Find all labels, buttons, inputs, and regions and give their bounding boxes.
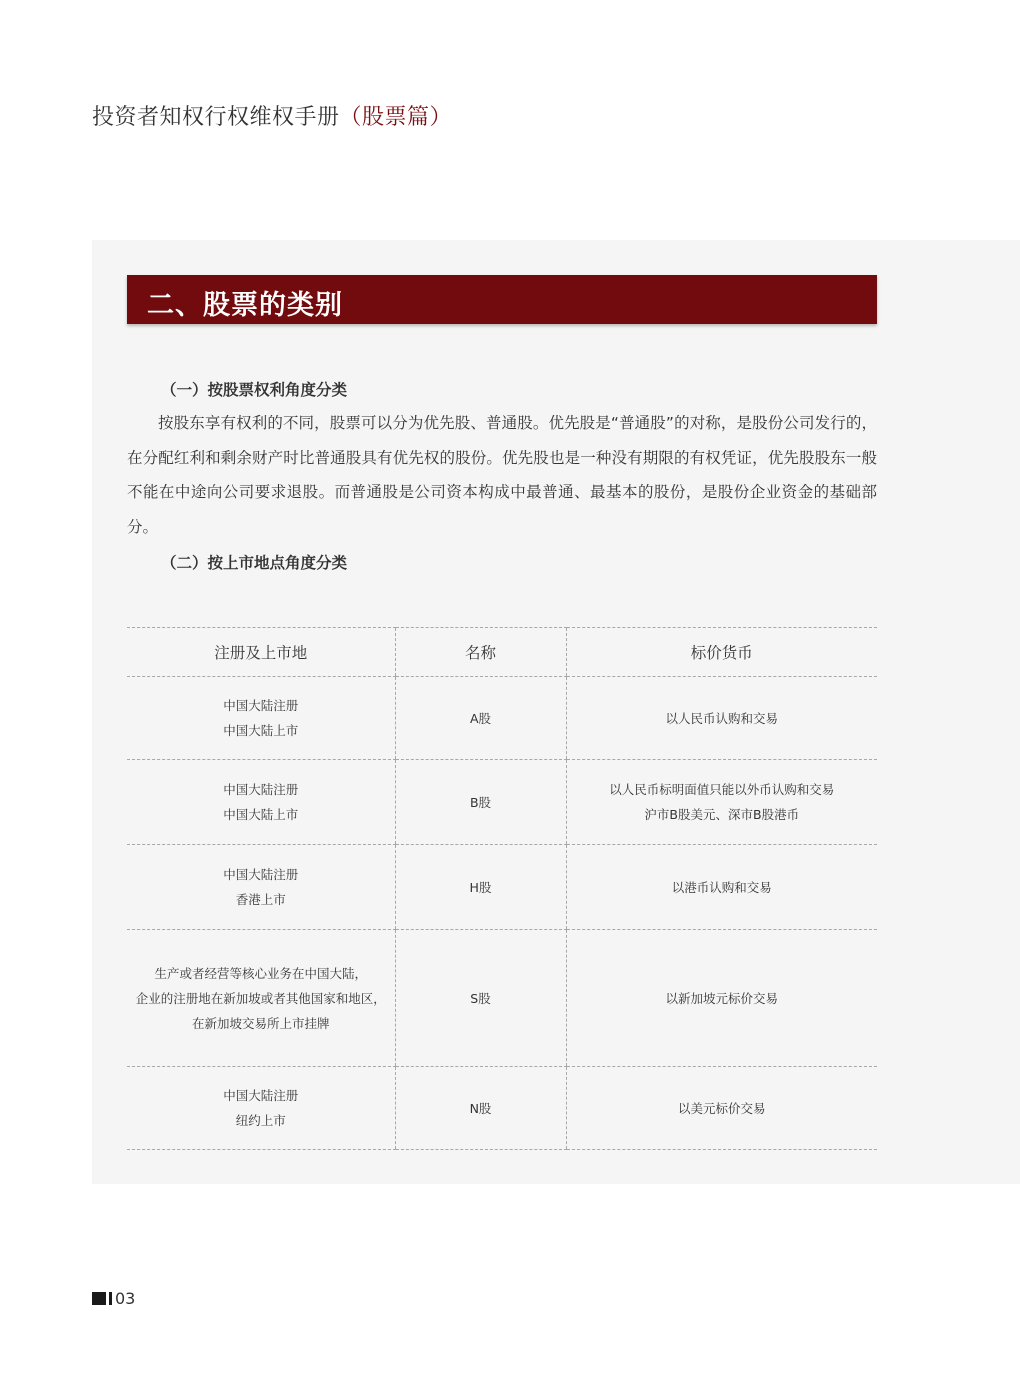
name-cell: B股	[395, 760, 566, 845]
table-row	[127, 760, 877, 845]
table-header-row	[127, 628, 877, 677]
column-header-place: 注册及上市地	[127, 628, 395, 677]
name-cell: H股	[395, 845, 566, 930]
table-row	[127, 677, 877, 760]
name-cell: N股	[395, 1067, 566, 1150]
page-footer	[92, 1288, 135, 1308]
document-header	[92, 100, 452, 131]
square-marker-icon	[92, 1292, 106, 1305]
table-row	[127, 845, 877, 930]
stock-classification-table	[127, 627, 877, 1150]
name-cell: A股	[395, 677, 566, 760]
table-row	[127, 930, 877, 1067]
currency-cell: 以新加坡元标价交易	[566, 930, 877, 1067]
place-cell: 生产或者经营等核心业务在中国大陆， 企业的注册地在新加坡或者其他国家和地区， 在新加坡交易所上市挂牌	[127, 930, 395, 1067]
column-header-name: 名称	[395, 628, 566, 677]
currency-cell: 以港币认购和交易	[566, 845, 877, 930]
currency-cell: 以人民币标明面值只能以外币认购和交易 沪市B股美元、深市B股港币	[566, 760, 877, 845]
bar-marker-icon	[109, 1292, 112, 1305]
subsection-heading-1: （一）按股票权利角度分类	[161, 381, 348, 399]
subsection-heading-2: （二）按上市地点角度分类	[161, 554, 348, 572]
manual-title: 投资者知权行权维权手册	[92, 105, 340, 130]
section-title-bar	[127, 275, 877, 324]
currency-cell: 以人民币认购和交易	[566, 677, 877, 760]
body-paragraph: 按股东享有权利的不同，股票可以分为优先股、普通股。优先股是“普通股”的对称，是股份公司发行的，在分配红利和剩余财产时比普通股具有优先权的股份。优先股也是一种没有期限的有权凭证，优先股股东一般不能在中途向公司要求退股。而普通股是公司资本构成中最普通、最基本的股份，是股份企业资金的基础部分。	[127, 414, 877, 536]
currency-cell: 以美元标价交易	[566, 1067, 877, 1150]
place-cell: 中国大陆注册 中国大陆上市	[127, 760, 395, 845]
name-cell: S股	[395, 930, 566, 1067]
column-header-currency: 标价货币	[566, 628, 877, 677]
place-cell: 中国大陆注册 中国大陆上市	[127, 677, 395, 760]
place-cell: 中国大陆注册 香港上市	[127, 845, 395, 930]
manual-subtitle: （股票篇）	[339, 105, 453, 130]
table-row	[127, 1067, 877, 1150]
page-number: 03	[115, 1288, 136, 1308]
section-title: 二、股票的类别	[147, 290, 343, 321]
place-cell: 中国大陆注册 纽约上市	[127, 1067, 395, 1150]
